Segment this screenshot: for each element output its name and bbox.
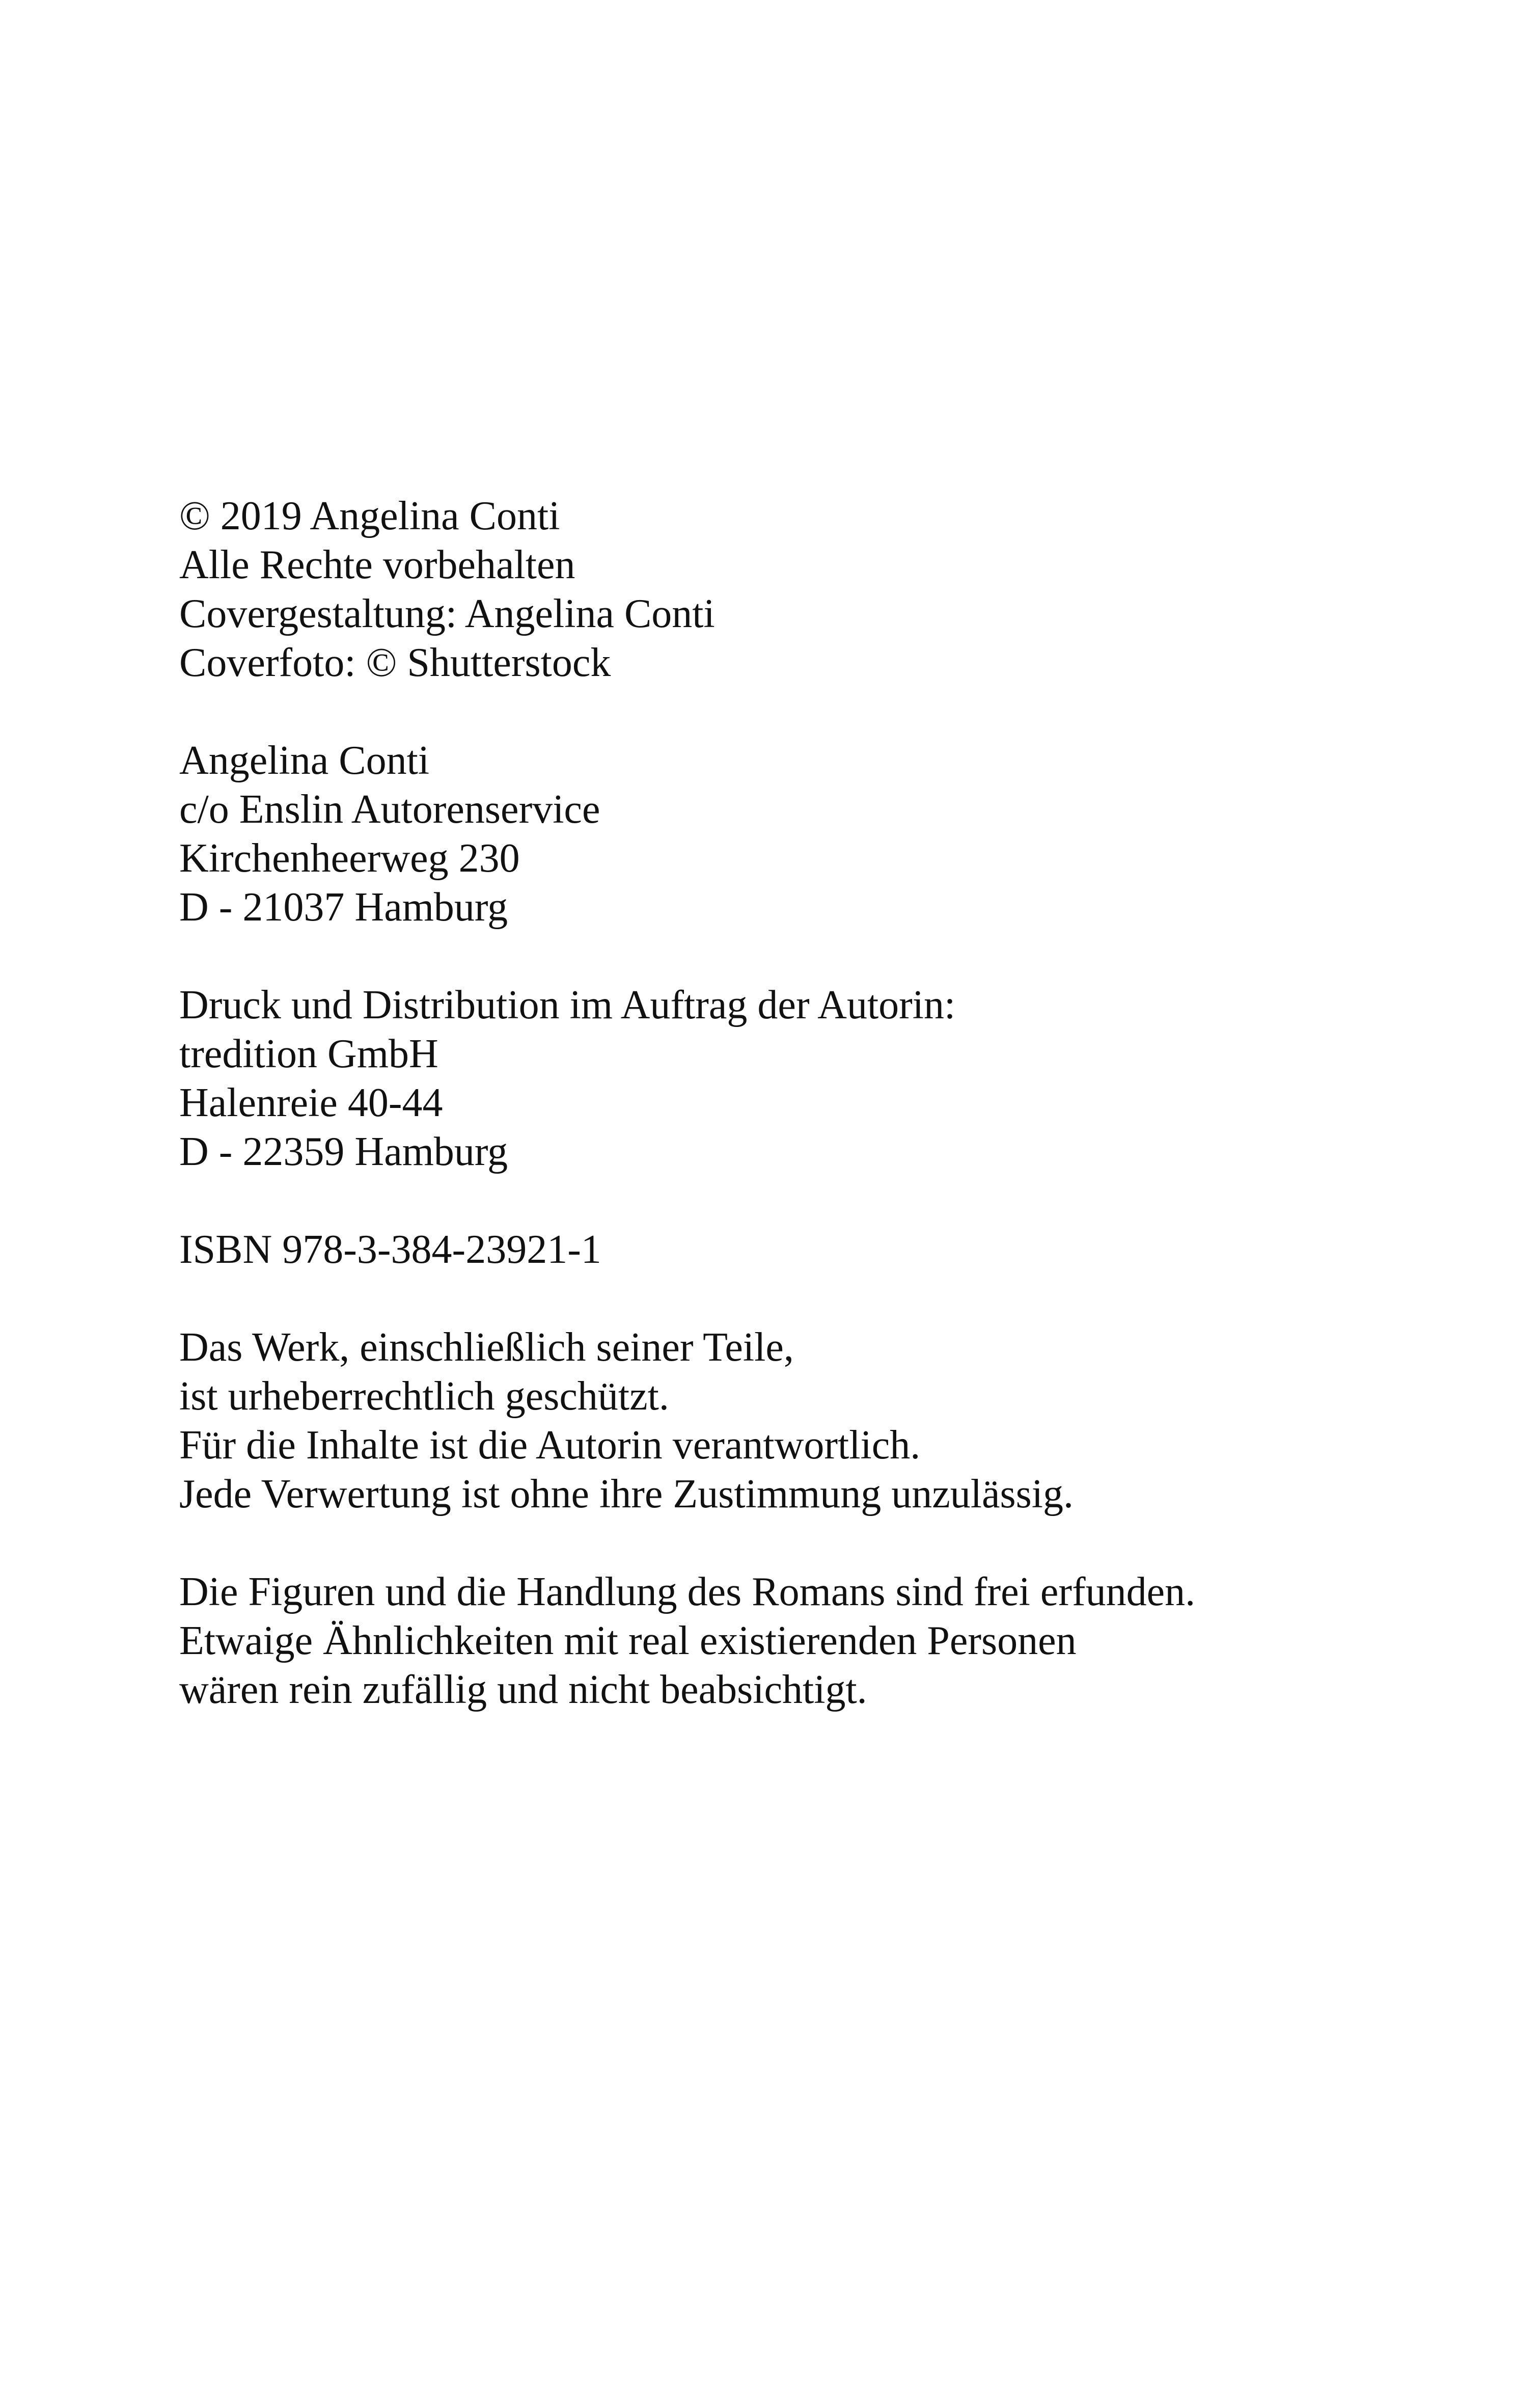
isbn-block: [179, 1225, 1503, 1274]
publisher-city: D - 22359 Hamburg: [179, 1129, 508, 1174]
rights-notice-line: ist urheberrechtlich geschützt.: [179, 1374, 669, 1419]
copyright-line: © 2019 Angelina Conti: [179, 494, 560, 538]
copyright-block: [179, 492, 1503, 687]
disclaimer-line: Etwaige Ähnlichkeiten mit real existierenden Personen: [179, 1618, 1077, 1663]
publisher-street: Halenreie 40-44: [179, 1080, 443, 1125]
rights-notice-block: [179, 1323, 1503, 1519]
rights-notice-line: Das Werk, einschließlich seiner Teile,: [179, 1325, 794, 1370]
publisher-block: [179, 981, 1503, 1176]
author-address-block: [179, 736, 1503, 932]
cover-photo-line: Coverfoto: © Shutterstock: [179, 640, 611, 685]
fiction-disclaimer-block: [179, 1567, 1503, 1714]
rights-reserved-line: Alle Rechte vorbehalten: [179, 543, 575, 587]
publisher-intro: Druck und Distribution im Auftrag der Autorin:: [179, 983, 956, 1027]
author-name: Angelina Conti: [179, 738, 430, 783]
rights-notice-line: Für die Inhalte ist die Autorin verantwortlich.: [179, 1423, 921, 1468]
imprint-text: [179, 492, 1503, 1714]
publisher-name: tredition GmbH: [179, 1032, 438, 1076]
disclaimer-line: Die Figuren und die Handlung des Romans sind frei erfunden.: [179, 1569, 1196, 1614]
disclaimer-line: wären rein zufällig und nicht beabsichtigt.: [179, 1667, 867, 1712]
author-street: Kirchenheerweg 230: [179, 836, 520, 881]
author-city: D - 21037 Hamburg: [179, 885, 508, 930]
rights-notice-line: Jede Verwertung ist ohne ihre Zustimmung unzulässig.: [179, 1472, 1074, 1517]
cover-design-line: Covergestaltung: Angelina Conti: [179, 591, 715, 636]
author-care-of: c/o Enslin Autorenservice: [179, 787, 600, 832]
isbn-line: ISBN 978-3-384-23921-1: [179, 1227, 601, 1272]
